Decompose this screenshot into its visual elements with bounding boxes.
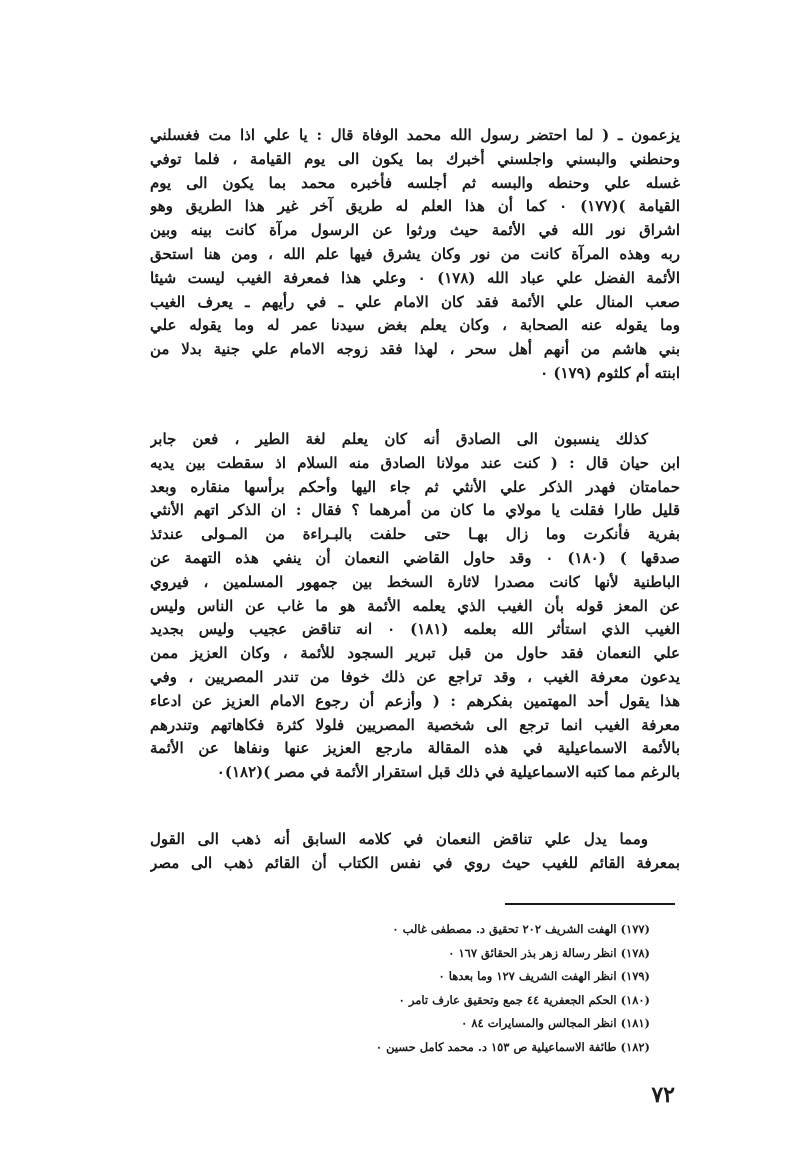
footnote: (١٧٩) انظر الهفت الشريف ١٢٧ وما بعدها ٠ — [438, 969, 650, 983]
text-line: بالأئمة الاسماعيلية في هذه المقالة مارجع العزيز عنها ونفاها عن الأئمة — [150, 739, 680, 758]
text-line: معرفة الغيب انما ترجع الى شخصية المصريين فلولا كثرة فكاهاتهم وتندرهم — [150, 715, 680, 734]
footnote: (١٨٠) الحكم الجعفرية ٤٤ جمع وتحقيق عارف تامر ٠ — [398, 992, 650, 1007]
text-line: اشراق نور الله في الأئمة حيث ورثوا عن الرسول مرآة كانت بينه وبين — [150, 221, 680, 240]
text-line: يزعمون ـ ( لما احتضر رسول الله محمد الوفاة قال : يا علي اذا مت فغسلني — [150, 126, 680, 144]
text-line: وحنطني والبسني واجلسني أخبرك بما يكون الى يوم القيامة ، فلما توفي — [150, 149, 680, 168]
footnote: (١٧٨) انظر رسالة زهر بذر الحقائق ١٦٧ ٠ — [448, 945, 650, 960]
paragraph-1 — [150, 124, 680, 386]
text-line: ومما يدل علي تناقض النعمان في كلامه السابق أنه ذهب الى القول — [150, 830, 648, 848]
footnotes — [250, 918, 650, 1059]
text-line: صدقها ) (١٨٠) ٠ وقد حاول القاضي النعمان أن ينفي هذه التهمة عن — [150, 548, 680, 567]
footnote: (١٨١) انظر المجالس والمسايرات ٨٤ ٠ — [461, 1016, 650, 1030]
text-line: الباطنية لأنها كانت مصدرا لاثارة السخط بين جمهور المسلمين ، فيروي — [150, 572, 680, 591]
text-line: ابنته أم كلثوم (١٧٩) ٠ — [540, 363, 680, 382]
footnote-divider — [505, 903, 675, 905]
paragraph-3 — [150, 828, 680, 876]
text-line: بني هاشم من أنهم أهل سحر ، لهذا فقد زوجه الامام علي جنية بدلا من — [150, 340, 680, 359]
text-line: ربه وهذه المرآة كانت من نور وكان يشرق فيها علم الله ، ومن هنا استحق — [150, 244, 680, 263]
footnote: (١٧٧) الهفت الشريف ٢٠٢ تحقيق د. مصطفى غالب ٠ — [392, 922, 650, 936]
text-line: قليل طارا فقلت يا مولاي ما كان من أمرهما ؟ فقال : ان الذكر اتهم الأنثي — [150, 501, 680, 520]
text-line: بفرية فأنكرت وما زال بهـا حتى حلفت بالبـراءة من المـولى عندئذ — [150, 525, 680, 544]
text-line: علي النعمان فقد حاول من قبل تبرير السجود للأئمة ، وكان العزيز ممن — [150, 644, 680, 663]
text-line: هذا يقول أحد المهتمين بفكرهم : ( وأزعم أن رجوع الامام العزيز عن ادعاء — [150, 691, 680, 710]
text-line: عن المعز قوله بأن الغيب الذي يعلمه الأئمة هو ما غاب عن الناس وليس — [150, 596, 680, 615]
page-number: ٧٢ — [651, 1082, 675, 1108]
text-line: يدعون معرفة الغيب ، وقد تراجع عن ذلك خوفا من تندر المصريين ، وفي — [150, 667, 680, 686]
paragraph-2 — [150, 428, 680, 785]
text-line: حمامتان فهدر الذكر علي الأنثي ثم جاء اليها وأحكم برأسها منقاره وبعد — [150, 477, 680, 496]
text-line: وما يقوله عنه الصحابة ، وكان يعلم بغض سيدنا عمر له وما يقوله علي — [150, 316, 680, 335]
text-line: بالرغم مما كتبه الاسماعيلية في ذلك قبل استقرار الأئمة في مصر )(١٨٢)٠ — [216, 763, 680, 782]
text-line: بمعرفة القائم للغيب حيث روي في نفس الكتاب أن القائم ذهب الى مصر — [150, 853, 680, 872]
footnote: (١٨٢) طائفة الاسماعيلية ص ١٥٣ د. محمد كامل حسين ٠ — [375, 1039, 650, 1054]
text-line: غسله علي وحنطه والبسه ثم أجلسه فأخبره محمد بما يكون الى يوم — [150, 173, 680, 192]
text-line: صعب المنال علي الأئمة فقد كان الامام علي ـ في رأيهم ـ يعرف الغيب — [150, 292, 680, 311]
text-line: القيامة )(١٧٧) ٠ كما أن هذا العلم له طريق آخر غير هذا الطريق وهو — [150, 197, 680, 216]
text-line: كذلك ينسبون الى الصادق أنه كان يعلم لغة الطير ، فعن جابر — [150, 430, 648, 448]
text-line: ابن حيان قال : ( كنت عند مولانا الصادق منه السلام اذ سقطت بين يديه — [150, 453, 680, 472]
text-line: الغيب الذي استأثر الله بعلمه (١٨١) ٠ انه تناقض عجيب وليس بجديد — [150, 620, 680, 639]
text-line: الأئمة الفضل علي عباد الله (١٧٨) ٠ وعلي هذا فمعرفة الغيب ليست شيئا — [150, 268, 680, 287]
